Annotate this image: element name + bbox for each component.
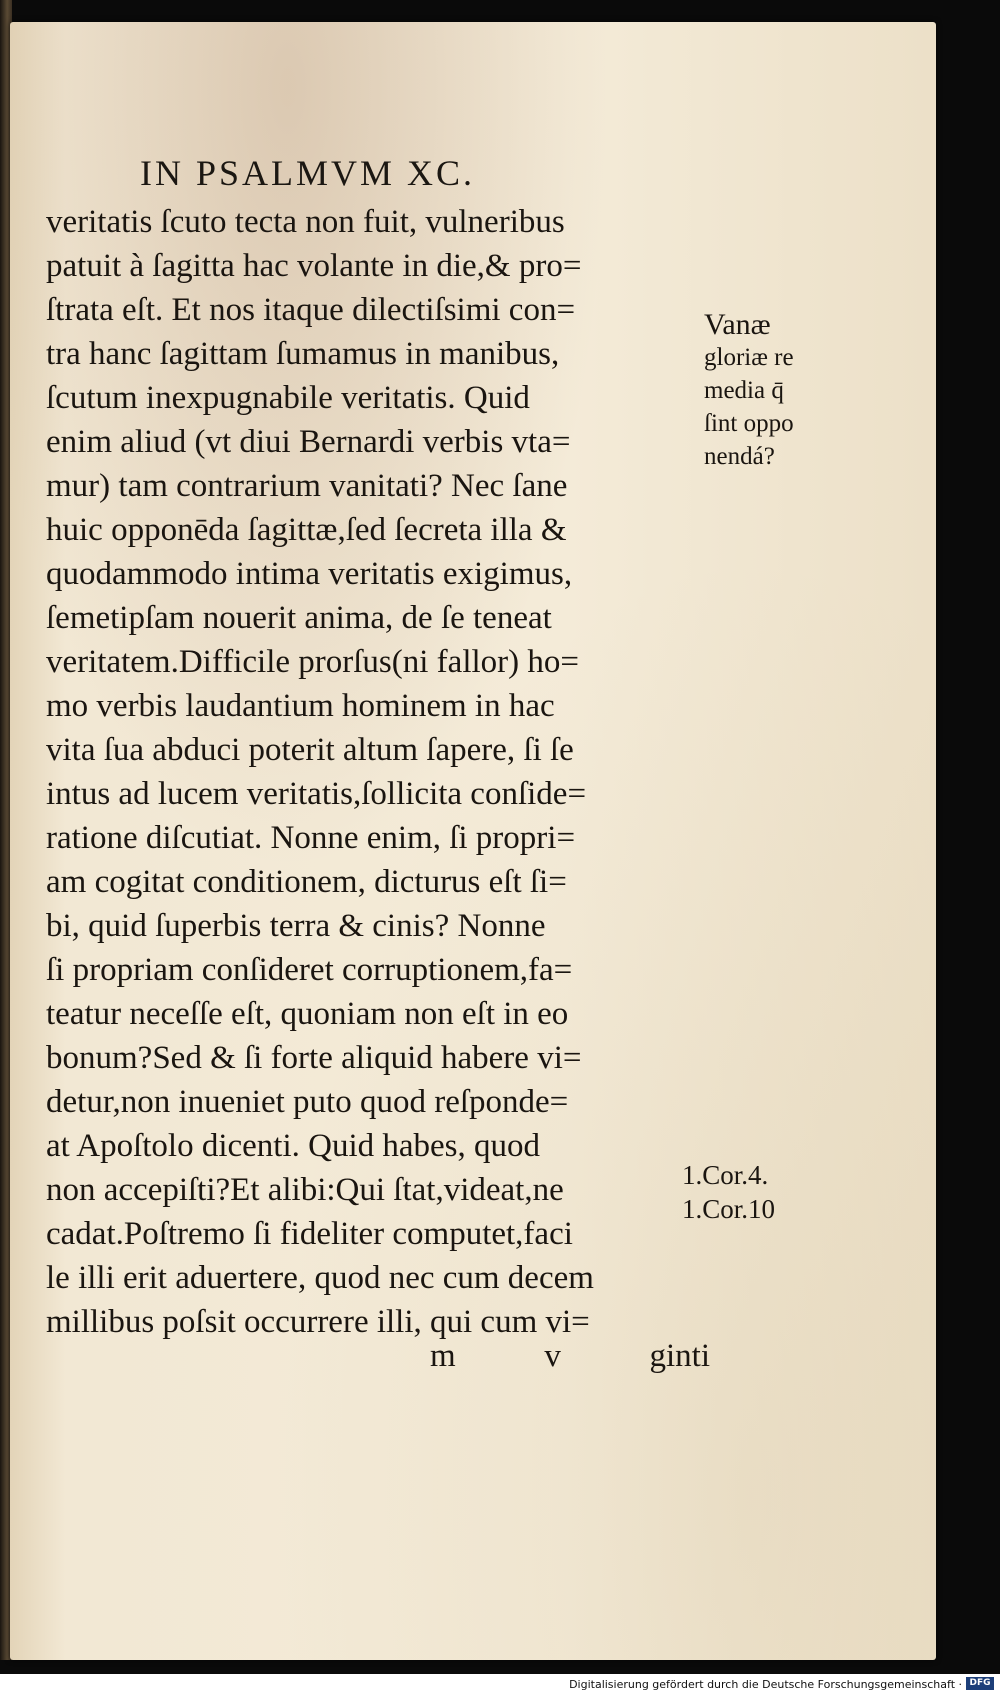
text-line: patuit à ſagitta hac volante in die,& pro= — [46, 248, 582, 284]
catchwords — [430, 1338, 710, 1375]
text-line: ſcutum inexpugnabile veritatis. Quid — [46, 380, 530, 416]
text-line: bonum?Sed & ſi forte aliquid habere vi= — [46, 1040, 582, 1076]
marginal-note-line: media q̄ — [704, 377, 784, 404]
text-line: huic opponēda ſagittæ,ſed ſecreta illa & — [46, 512, 567, 548]
text-line: ſi propriam conſideret corruptionem,fa= — [46, 952, 573, 988]
text-line: detur,non inueniet puto quod reſponde= — [46, 1084, 569, 1120]
dfg-logo: DFG — [966, 1677, 994, 1690]
text-line: ratione diſcutiat. Nonne enim, ſi propri= — [46, 820, 576, 856]
text-line: intus ad lucem veritatis,ſollicita conſide= — [46, 776, 587, 812]
text-line: cadat.Poſtremo ſi fideliter computet,faci — [46, 1216, 573, 1252]
text-line: at Apoſtolo dicenti. Quid habes, quod — [46, 1128, 541, 1164]
text-line: veritatis ſcuto tecta non fuit, vulneribus — [46, 204, 565, 240]
marginal-note-line: ſint oppo — [704, 410, 794, 437]
text-line: teatur neceſſe eſt, quoniam non eſt in eo — [46, 996, 569, 1032]
text-line: ſtrata eſt. Et nos itaque dilectiſsimi con= — [46, 292, 576, 328]
text-line: enim aliud (vt diui Bernardi verbis vta= — [46, 424, 571, 460]
text-line: mo verbis laudantium hominem in hac — [46, 688, 555, 724]
marginal-reference-line: 1.Cor.10 — [682, 1194, 776, 1224]
text-line: ſemetipſam nouerit anima, de ſe teneat — [46, 600, 552, 636]
text-line: quodammodo intima veritatis exigimus, — [46, 556, 573, 592]
signature-mark: v — [544, 1338, 561, 1374]
text-line: tra hanc ſagittam ſumamus in manibus, — [46, 336, 560, 372]
marginal-reference-line: 1.Cor.4. — [682, 1160, 769, 1190]
text-line: le illi erit aduertere, quod nec cum decem — [46, 1260, 594, 1296]
catchword: ginti — [649, 1338, 710, 1374]
marginal-note-line: gloriæ re — [704, 344, 794, 371]
marginal-note — [704, 308, 854, 473]
body-text — [46, 200, 706, 1344]
text-line: vita ſua abduci poterit altum ſapere, ſi ſe — [46, 732, 574, 768]
text-line: veritatem.Difficile prorſus(ni fallor) ho= — [46, 644, 579, 680]
text-line: bi, quid ſuperbis terra & cinis? Nonne — [46, 908, 546, 944]
text-line: non accepiſti?Et alibi:Qui ſtat,videat,ne — [46, 1172, 564, 1208]
book-page — [10, 22, 936, 1660]
marginal-reference — [682, 1158, 852, 1226]
text-line: am cogitat conditionem, dicturus eſt ſi= — [46, 864, 567, 900]
text-line: millibus poſsit occurrere illi, qui cum vi= — [46, 1304, 590, 1340]
text-line: mur) tam contrarium vanitati? Nec ſane — [46, 468, 568, 504]
marginal-note-line: nendá? — [704, 443, 775, 470]
signature-mark: m — [430, 1338, 456, 1374]
marginal-note-line: Vanæ — [704, 308, 771, 341]
running-head: IN PSALMVM XC. — [140, 153, 476, 193]
footer-credit: Digitalisierung gefördert durch die Deutsche Forschungsgemeinschaft · — [569, 1678, 962, 1691]
